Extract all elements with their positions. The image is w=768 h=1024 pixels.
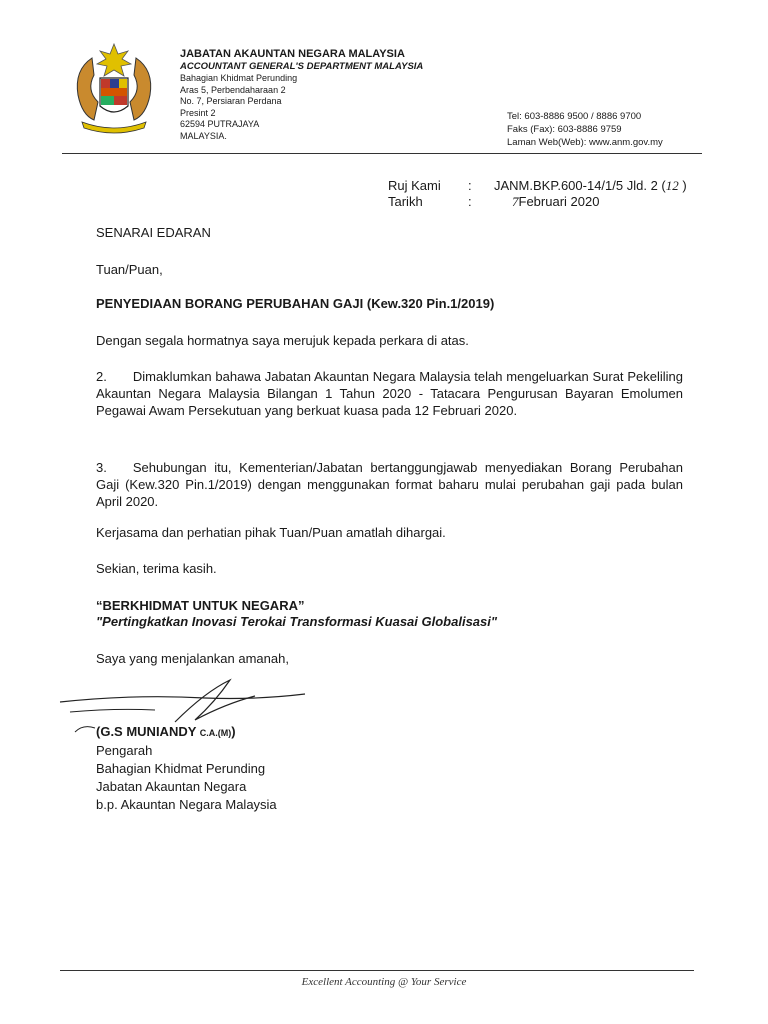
ruj-colon: :	[468, 178, 472, 193]
distribution-heading: SENARAI EDARAN	[96, 225, 211, 240]
contact-web: Laman Web(Web): www.anm.gov.my	[507, 137, 663, 148]
tagline: "Pertingkatkan Inovasi Terokai Transformasi Kuasai Globalisasi"	[96, 614, 498, 629]
address-line: No. 7, Persiaran Perdana	[180, 96, 282, 106]
signatory-name: (G.S MUNIANDY C.A.(M))	[96, 724, 236, 739]
cooperation-paragraph: Kerjasama dan perhatian pihak Tuan/Puan amatlah dihargai.	[96, 525, 446, 540]
contact-phone: Tel: 603-8886 9500 / 8886 9700	[507, 111, 642, 122]
address-line: 62594 PUTRAJAYA	[180, 119, 260, 129]
tarikh-colon: :	[468, 194, 472, 209]
address-line: Aras 5, Perbendaharaan 2	[180, 84, 286, 95]
closing-line: Saya yang menjalankan amanah,	[96, 651, 289, 666]
ruj-value: JANM.BKP.600-14/1/5 Jld. 2 (12 )	[494, 178, 687, 193]
reference-block	[388, 178, 687, 210]
footer-slogan: Excellent Accounting @ Your Service	[301, 976, 467, 988]
header-divider	[62, 153, 702, 154]
signatory-on-behalf: b.p. Akauntan Negara Malaysia	[96, 797, 277, 812]
org-name-ms: JABATAN AKAUNTAN NEGARA MALAYSIA	[180, 48, 405, 60]
signatory-division: Bahagian Khidmat Perunding	[96, 761, 266, 776]
address-line: MALAYSIA.	[180, 130, 227, 141]
address-line: Presint 2	[180, 107, 216, 118]
intro-paragraph: Dengan segala hormatnya saya merujuk kepada perkara di atas.	[96, 333, 469, 348]
tarikh-value: 7Februari 2020	[512, 194, 600, 209]
motto: “BERKHIDMAT UNTUK NEGARA”	[96, 598, 305, 613]
ruj-label: Ruj Kami	[388, 178, 441, 193]
signatory-title: Pengarah	[96, 743, 153, 758]
contact-info	[507, 110, 663, 149]
thanks-paragraph: Sekian, terima kasih.	[96, 561, 217, 576]
paragraph-2: 2. Dimaklumkan bahawa Jabatan Akauntan Negara Malaysia telah mengeluarkan Surat Pekeliling Akauntan Negara Malaysia Bilangan 1 Tahun 2020 - Tatacara Pengurusan Bayaran Emolumen Pegawai Awam Persekutuan yang berkuat kuasa pada 12 Februari 2020.	[96, 369, 683, 418]
footer-divider	[60, 970, 694, 971]
org-name-en: ACCOUNTANT GENERAL'S DEPARTMENT MALAYSIA	[180, 61, 424, 72]
coat-of-arms-logo	[64, 40, 164, 140]
contact-fax: Faks (Fax): 603-8886 9759	[507, 124, 622, 135]
salutation: Tuan/Puan,	[96, 262, 163, 277]
organization-header	[180, 48, 423, 142]
subject-line: PENYEDIAAN BORANG PERUBAHAN GAJI (Kew.320 Pin.1/2019)	[96, 296, 495, 311]
tarikh-label: Tarikh	[388, 194, 423, 209]
address-line: Bahagian Khidmat Perunding	[180, 73, 298, 83]
paragraph-3: 3. Sehubungan itu, Kementerian/Jabatan bertanggungjawab menyediakan Borang Perubahan Gaji (Kew.320 Pin.1/2019) dengan menggunakan format baharu mulai perubahan gaji pada bulan April 2020.	[96, 460, 683, 509]
signatory-department: Jabatan Akauntan Negara	[96, 779, 247, 794]
